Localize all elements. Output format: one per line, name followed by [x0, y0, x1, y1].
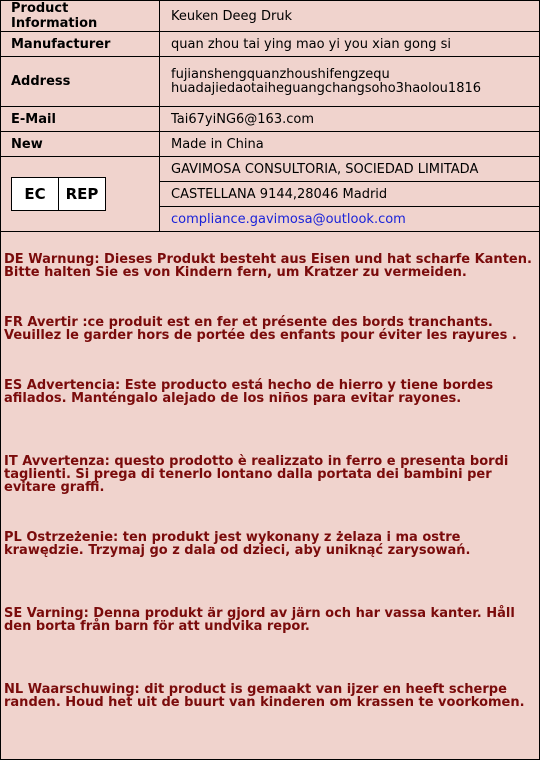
- warning-de: DE Warnung: Dieses Produkt besteht aus Eisen und hat scharfe Kanten. Bitte halten Sie es von Kindern fern, um Kratzer zu vermeiden.: [4, 252, 532, 280]
- value-manufacturer: quan zhou tai ying mao yi you xian gong si: [160, 32, 540, 57]
- label-email: E-Mail: [1, 107, 160, 132]
- row-new: [1, 132, 540, 157]
- row-manufacturer: [1, 32, 540, 57]
- ec-rep-address: CASTELLANA 9144,28046 Madrid: [160, 182, 540, 207]
- label-new: New: [1, 132, 160, 157]
- rep-logo-text: REP: [65, 185, 99, 203]
- product-info-table: [0, 0, 540, 232]
- warning-fr: FR Avertir :ce produit est en fer et présente des bords tranchants. Veuillez le garder hors de portée des enfants pour éviter les rayures .: [4, 315, 517, 343]
- label-address: Address: [1, 57, 160, 107]
- value-product-information: Keuken Deeg Druk: [160, 1, 540, 32]
- warning-nl: NL Waarschuwing: dit product is gemaakt van ijzer en heeft scherpe randen. Houd het uit de buurt van kinderen om krassen te voorkomen.: [4, 682, 525, 710]
- warning-it: IT Avvertenza: questo prodotto è realizzato in ferro e presenta bordi taglienti. Si prega di tenerlo lontano dalla portata dei bambini per evitare graffi.: [4, 454, 509, 495]
- row-email: [1, 107, 540, 132]
- ec-rep-email-link[interactable]: compliance.gavimosa@outlook.com: [160, 207, 540, 232]
- value-address: fujianshengquanzhoushifengzequ huadajiedaotaiheguangchangsoho3haolou1816: [160, 57, 540, 107]
- ec-logo-text: EC: [12, 178, 59, 210]
- warning-es: ES Advertencia: Este producto está hecho de hierro y tiene bordes afilados. Manténgalo alejado de los niños para evitar rayones.: [4, 378, 494, 406]
- value-new: Made in China: [160, 132, 540, 157]
- row-address: [1, 57, 540, 107]
- ec-rep-logo-cell: [1, 157, 160, 232]
- row-ec-rep-company: [1, 157, 540, 182]
- warnings-section: [1, 253, 539, 709]
- label-product-information: Product Information: [1, 1, 160, 32]
- ec-rep-logo: [11, 177, 106, 211]
- warning-se: SE Varning: Denna produkt är gjord av järn och har vassa kanter. Håll den borta från barn för att undvika repor.: [4, 606, 515, 634]
- warning-pl: PL Ostrzeżenie: ten produkt jest wykonany z żelaza i ma ostre krawędzie. Trzymaj go z dala od dzieci, aby uniknąć zarysowań.: [4, 530, 471, 558]
- label-manufacturer: Manufacturer: [1, 32, 160, 57]
- ec-rep-company: GAVIMOSA CONSULTORIA, SOCIEDAD LIMITADA: [160, 157, 540, 182]
- value-email: Tai67yiNG6@163.com: [160, 107, 540, 132]
- row-product-information: [1, 1, 540, 32]
